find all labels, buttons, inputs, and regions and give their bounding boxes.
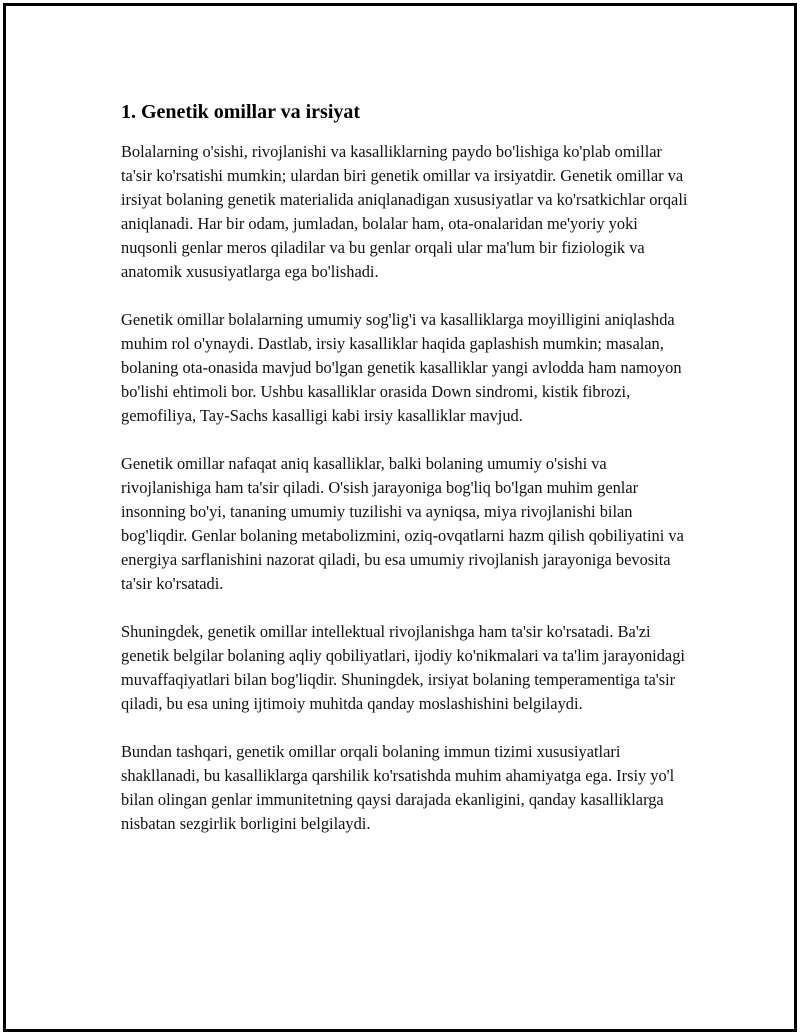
- paragraph-2: Genetik omillar bolalarning umumiy sog'lig'i va kasalliklarga moyilligini aniqlashda muhim rol o'ynaydi. Dastlab, irsiy kasalliklar haqida gaplashish mumkin; masalan, bolaning ota-onasida mavjud bo'lgan genetik kasalliklar yangi avlodda ham namoyon bo'lishi ehtimoli bor. Ushbu kasalliklar orasida Down sindromi, kistik fibrozi, gemofiliya, Tay-Sachs kasalligi kabi irsiy kasalliklar mavjud.: [121, 310, 682, 425]
- document-body: [121, 98, 696, 860]
- paragraph-5: Bundan tashqari, genetik omillar orqali bolaning immun tizimi xususiyatlari shakllanadi, bu kasalliklarga qarshilik ko'rsatishda muhim ahamiyatga ega. Irsiy yo'l bilan olingan genlar immunitetning qaysi darajada ekanligini, qanday kasalliklarga nisbatan sezgirlik borligini belgilaydi.: [121, 742, 675, 833]
- section-heading: 1. Genetik omillar va irsiyat: [121, 101, 361, 123]
- paragraph-1: Bolalarning o'sishi, rivojlanishi va kasalliklarning paydo bo'lishiga ko'plab omillar ta'sir ko'rsatishi mumkin; ulardan biri genetik omillar va irsiyatdir. Genetik omillar va irsiyat bolaning genetik materialida aniqlanadigan xususiyatlar va ko'rsatkichlar orqali aniqlanadi. Har bir odam, jumladan, bolalar ham, ota-onalaridan me'yoriy yoki nuqsonli genlar meros qiladilar va bu genlar orqali ular ma'lum bir fiziologik va anatomik xususiyatlarga ega bo'lishadi.: [121, 142, 688, 281]
- paragraph-3: Genetik omillar nafaqat aniq kasalliklar, balki bolaning umumiy o'sishi va rivojlanishiga ham ta'sir qiladi. O'sish jarayoniga bog'liq bo'lgan muhim genlar insonning bo'yi, tananing umumiy tuzilishi va ayniqsa, miya rivojlanishi bilan bog'liqdir. Genlar bolaning metabolizmini, oziq-ovqatlarni hazm qilish qobiliyatini va energiya sarflanishini nazorat qiladi, bu esa umumiy rivojlanish jarayoniga bevosita ta'sir ko'rsatadi.: [121, 454, 684, 593]
- document-page: [3, 3, 797, 1032]
- paragraph-4: Shuningdek, genetik omillar intellektual rivojlanishga ham ta'sir ko'rsatadi. Ba'zi genetik belgilar bolaning aqliy qobiliyatlari, ijodiy ko'nikmalari va ta'lim jarayonidagi muvaffaqiyatlari bilan bog'liqdir. Shuningdek, irsiyat bolaning temperamentiga ta'sir qiladi, bu esa uning ijtimoiy muhitda qanday moslashishini belgilaydi.: [121, 622, 685, 713]
